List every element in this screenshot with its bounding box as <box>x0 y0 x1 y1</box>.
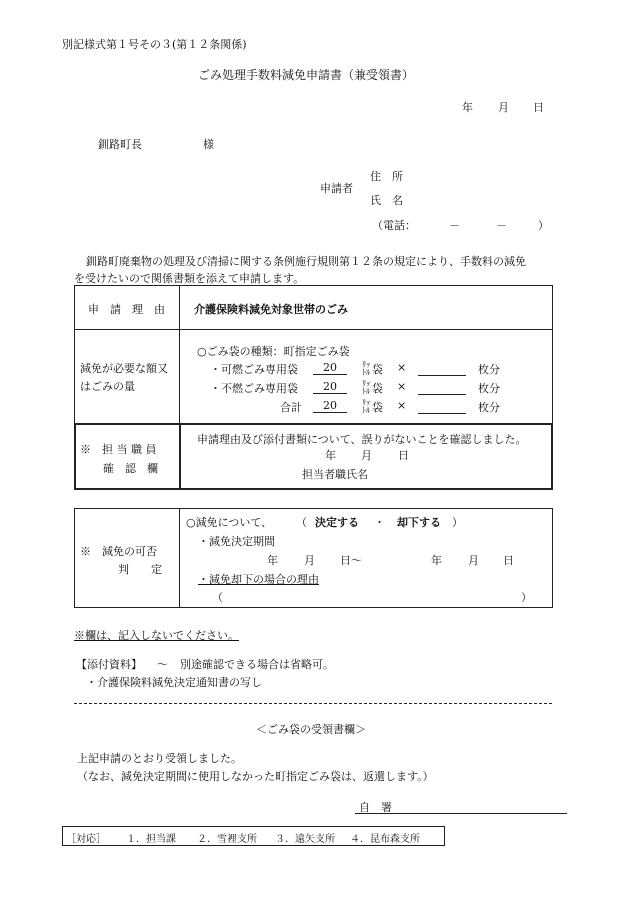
cut-line <box>74 703 552 704</box>
period-month: 月 <box>304 554 315 567</box>
decision-open: （ <box>296 516 307 529</box>
staff-label-line-2: 確 認 欄 <box>103 462 158 475</box>
bag-row-burnable-count-blank <box>418 361 466 376</box>
staff-divider <box>179 423 181 490</box>
date-year: 年 <box>462 101 473 114</box>
staff-name-label: 担当者職氏名 <box>302 468 368 481</box>
footer-label: ［対応］ <box>66 834 106 845</box>
decision-reject: 却下する <box>397 516 441 529</box>
form-title: ごみ処理手数料減免申請書（兼受領書） <box>198 68 415 82</box>
receipt-heading: ＜ごみ袋の受領書欄＞ <box>256 723 366 736</box>
bag-row-total-bag: 袋 <box>372 401 383 414</box>
bag-row-total-label: 合計 <box>280 401 302 414</box>
phone-open: （電話： <box>372 219 416 232</box>
period-label: ・減免決定期間 <box>198 535 275 548</box>
date-day: 日 <box>533 101 544 114</box>
footer-item-3: ３．遠矢支所 <box>275 834 335 845</box>
form-id: 別記様式第１号その３(第１２条関係) <box>62 38 247 51</box>
intro-line-2: を受けたいので関係書類を添えて申請します。 <box>74 272 305 285</box>
period-day-from: 日～ <box>340 554 362 567</box>
bag-row-total-count: 枚分 <box>478 401 500 414</box>
bag-row-nonburnable-count-blank <box>418 380 466 395</box>
footer-item-1: １．担当課 <box>126 834 176 845</box>
footer-item-2: ２．雪裡支所 <box>197 834 257 845</box>
phone-dash-1: － <box>449 219 460 232</box>
staff-date-day: 日 <box>398 449 409 462</box>
period-month-2: 月 <box>468 554 479 567</box>
bag-row-nonburnable-unit: ﾘｯ ﾄﾙ <box>362 379 370 396</box>
staff-label-line-1: ※ 担 当 職 員 <box>80 443 157 456</box>
attachment-label: 【添付資料】 <box>76 658 142 671</box>
reason-value: 介護保険料減免対象世帯のごみ <box>194 303 348 316</box>
decision-label-line-2: 判 定 <box>118 563 162 576</box>
bag-row-total-count-blank <box>418 399 466 414</box>
phone-close: ） <box>538 219 549 232</box>
bag-row-total-times: × <box>397 399 407 412</box>
attachment-tilde: ～ <box>157 658 168 671</box>
signature-line <box>355 813 567 814</box>
amount-label-line-2: はごみの量 <box>80 380 135 393</box>
bag-row-burnable-qty: 20 <box>313 361 347 375</box>
phone-dash-2: － <box>496 219 507 232</box>
bag-row-nonburnable-label: ・不燃ごみ専用袋 <box>210 382 298 395</box>
period-year-2: 年 <box>431 554 442 567</box>
signature-label: 自 署 <box>359 801 392 814</box>
footer-item-4: ４．昆布森支所 <box>350 834 420 845</box>
staff-date-year: 年 <box>325 449 336 462</box>
attachment-note: 別途確認できる場合は省略可。 <box>180 658 334 671</box>
period-year: 年 <box>267 554 278 567</box>
applicant-label: 申請者 <box>320 182 353 195</box>
decision-divider <box>179 508 180 608</box>
amount-label-line-1: 減免が必要な額又 <box>80 362 168 375</box>
bag-row-total-unit: ﾘｯ ﾄﾙ <box>362 398 370 415</box>
decision-label-line-1: ※ 減免の可否 <box>80 545 157 558</box>
reason-label: 申 請 理 由 <box>88 303 165 316</box>
period-day-2: 日 <box>503 554 514 567</box>
reject-paren-open: （ <box>212 591 223 604</box>
date-month: 月 <box>498 101 509 114</box>
decision-decide: 決定する <box>315 516 359 529</box>
reject-paren-close: ） <box>521 591 532 604</box>
do-not-fill-note: ※欄は、記入しないでください。 <box>74 629 239 642</box>
bag-row-burnable-unit: ﾘｯ ﾄﾙ <box>362 360 370 377</box>
bag-row-burnable-count: 枚分 <box>478 363 500 376</box>
decision-close: ） <box>452 516 463 529</box>
receipt-line-1: 上記申請のとおり受領しました。 <box>77 752 242 765</box>
bag-row-nonburnable-qty: 20 <box>313 380 347 394</box>
bag-row-nonburnable-count: 枚分 <box>478 382 500 395</box>
reject-reason-label: ・減免却下の場合の理由 <box>198 573 319 586</box>
table-row-line <box>74 329 553 330</box>
receipt-line-2: （なお、減免決定期間に使用しなかった町指定ごみ袋は、返還します。） <box>77 770 434 783</box>
bag-type: ○ごみ袋の種類：町指定ごみ袋 <box>197 345 350 358</box>
bag-row-burnable-bag: 袋 <box>372 363 383 376</box>
bag-row-nonburnable-bag: 袋 <box>372 382 383 395</box>
staff-date-month: 月 <box>361 449 372 462</box>
bag-row-nonburnable-times: × <box>397 380 407 393</box>
staff-confirm-text: 申請理由及び添付書類について、誤りがないことを確認しました。 <box>197 433 527 446</box>
bag-row-total-qty: 20 <box>313 399 347 413</box>
applicant-name-label: 氏 名 <box>370 194 403 207</box>
decision-prefix: ○減免について、 <box>186 516 273 529</box>
attachment-item: ・介護保険料減免決定通知書の写し <box>86 676 262 689</box>
bag-row-burnable-times: × <box>397 361 407 374</box>
bag-row-burnable-label: ・可燃ごみ専用袋 <box>210 363 298 376</box>
decision-dot: ・ <box>374 516 385 529</box>
addressee-honorific: 様 <box>203 138 214 151</box>
applicant-address-label: 住 所 <box>370 170 403 183</box>
intro-line-1: 釧路町廃棄物の処理及び清掃に関する条例施行規則第１２条の規定により、手数料の減免 <box>86 255 526 268</box>
addressee-name: 釧路町長 <box>98 138 142 151</box>
